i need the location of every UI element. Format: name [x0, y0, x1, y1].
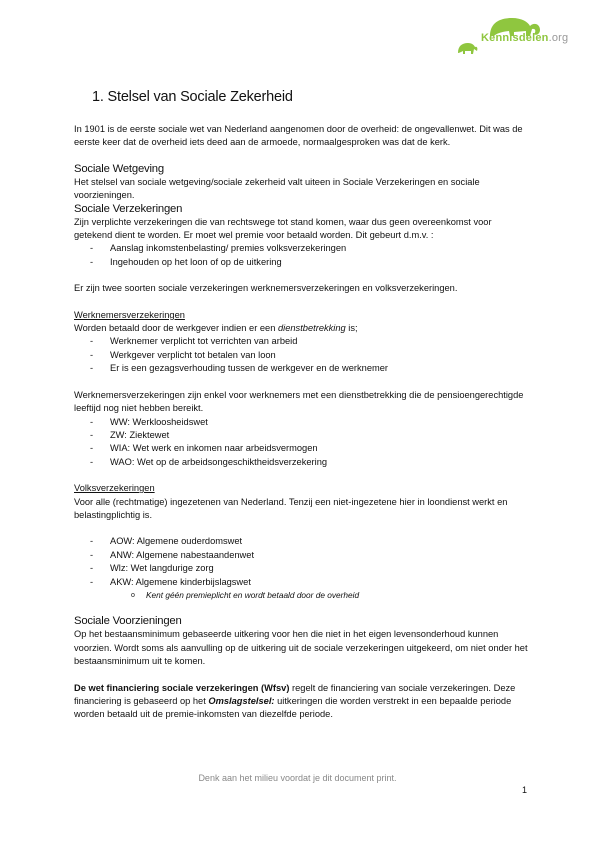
list-item: - Werkgever verplicht tot betalen van loon [74, 349, 530, 362]
page-number: 1 [522, 785, 528, 795]
werknemers-text: Worden betaald door de werkgever indien er een dienstbetrekking is; [74, 323, 358, 334]
footer-note: Denk aan het milieu voordat je dit document print. [198, 773, 397, 783]
intro-paragraph: In 1901 is de eerste sociale wet van Nederland aangenomen door de overheid: de ongevallenwet. Dit was de eerste keer dat de overheid iets deed aan de armoede, normaalgesproken was dat de kerk. [74, 124, 523, 148]
wfsv-text: De wet financiering sociale verzekeringen (Wfsv) regelt de financiering van sociale verzekeringen. Deze financiering is gebaseerd op het Omslagstelsel: uitkeringen die worden verstrekt in een bepaalde periode worden betaald uit de premie-inkomsten van diezelfde periode. [74, 682, 516, 720]
list-item: - ANW: Algemene nabestaandenwet [74, 549, 530, 562]
elephant-small-icon [456, 40, 478, 56]
list-item: - Wlz: Wet langdurige zorg [74, 562, 530, 575]
two-kinds-text: Er zijn twee soorten sociale verzekeringen werknemersverzekeringen en volksverzekeringen. [74, 283, 458, 294]
wetgeving-text: Het stelsel van sociale wetgeving/sociale zekerheid valt uiteen in Sociale Verzekeringen en sociale voorzieningen. [74, 176, 480, 201]
site-logo [456, 14, 576, 60]
list-item: - WAO: Wet op de arbeidsongeschiktheidsverzekering [74, 456, 530, 469]
list-item: - WW: Werkloosheidswet [74, 416, 530, 429]
volks-text: Voor alle (rechtmatige) ingezetenen van Nederland. Tenzij een niet-ingezetene hier in loondienst werkt en belastingplichtig is. [74, 496, 508, 520]
page-title: 1. Stelsel van Sociale Zekerheid [92, 89, 293, 105]
list-item: - ZW: Ziektewet [74, 429, 530, 442]
document-body [74, 88, 530, 722]
heading-sociale-voorzieningen: Sociale Voorzieningen [74, 615, 182, 628]
heading-werknemersverzekeringen: Werknemersverzekeringen [74, 309, 185, 320]
heading-sociale-verzekeringen: Sociale Verzekeringen [74, 202, 183, 215]
premie-list [74, 242, 530, 269]
list-item: - WIA: Wet werk en inkomen naar arbeidsvermogen [74, 442, 530, 455]
list-item: o Kent géén premieplicht en wordt betaald door de overheid [74, 589, 530, 602]
heading-volksverzekeringen: Volksverzekeringen [74, 483, 155, 494]
dienstbetrekking-list [74, 335, 530, 375]
werknemers-para: Werknemersverzekeringen zijn enkel voor werknemers met een dienstbetrekking die de pensioengerechtigde leeftijd nog niet hebben bereikt. [74, 389, 524, 414]
werknemers-laws-list [74, 416, 530, 470]
list-item: - AOW: Algemene ouderdomswet [74, 535, 530, 548]
list-item: - Werknemer verplicht tot verrichten van arbeid [74, 335, 530, 348]
verzekeringen-text: Zijn verplichte verzekeringen die van rechtswege tot stand komen, waar dus geen overeenkomst voor getekend dient te worden. Er moet wel premie voor betaald worden. Dit gebeurt d.m.v. : [74, 216, 492, 241]
akw-sub-list [74, 589, 530, 602]
list-item: - AKW: Algemene kinderbijslagswet [74, 576, 530, 589]
logo-text: Kennisdelen.org [481, 32, 569, 44]
voorzieningen-text: Op het bestaansminimum gebaseerde uitkering voor hen die niet in het eigen levensonderhoud kunnen voorzien. Wordt soms als aanvulling op de uitkering uit de sociale verzekeringen uitgekeerd, om niet onder het bestaansminimum uit te komen. [74, 629, 528, 667]
heading-sociale-wetgeving: Sociale Wetgeving [74, 162, 164, 175]
list-item: - Ingehouden op het loon of op de uitkering [74, 256, 530, 269]
list-item: - Aanslag inkomstenbelasting/ premies volksverzekeringen [74, 242, 530, 255]
volks-laws-list [74, 535, 530, 589]
list-item: - Er is een gezagsverhouding tussen de werkgever en de werknemer [74, 362, 530, 375]
